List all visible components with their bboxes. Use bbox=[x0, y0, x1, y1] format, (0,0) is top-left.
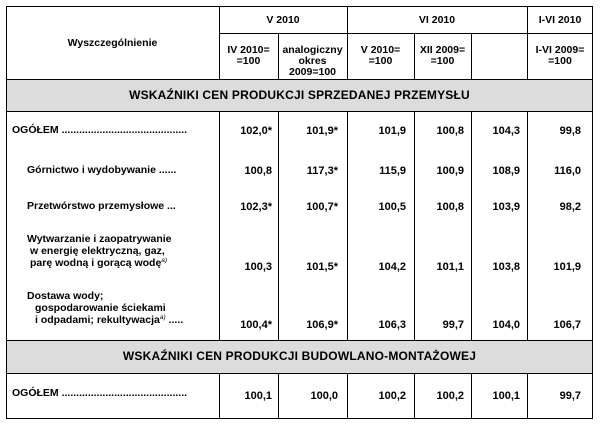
section1-top-rule bbox=[6, 111, 593, 112]
body-col-line bbox=[347, 111, 348, 340]
footnote-marker: a) bbox=[159, 314, 166, 321]
value-cell: 100,8 bbox=[244, 165, 272, 177]
body-col-line bbox=[527, 111, 528, 340]
value-cell: 106,3 bbox=[378, 319, 406, 331]
value-cell: 104,0 bbox=[492, 319, 520, 331]
header-divider bbox=[219, 33, 593, 34]
row-label: Przetwórstwo przemysłowe ... bbox=[27, 200, 176, 212]
subcol-header: XII 2009= =100 bbox=[419, 44, 466, 67]
value-cell: 101,1 bbox=[436, 261, 464, 273]
value-cell: 104,2 bbox=[378, 261, 406, 273]
subcol-header: I-VI 2009= =100 bbox=[535, 44, 585, 67]
footnote-marker: a) bbox=[161, 257, 168, 264]
value-cell: 99,8 bbox=[559, 125, 581, 137]
value-cell: 104,3 bbox=[492, 125, 520, 137]
row-label: OGÓŁEM ........................................... bbox=[12, 124, 188, 136]
section-title: WSKAŹNIKI CEN PRODUKCJI BUDOWLANO-MONTAŻOWEJ bbox=[122, 349, 477, 363]
row-label: OGÓŁEM ........................................... bbox=[12, 387, 188, 399]
stub-header: Wyszczególnienie bbox=[67, 37, 158, 49]
value-cell: 100,1 bbox=[492, 390, 520, 402]
header-col-line bbox=[471, 33, 472, 79]
subcol-header: analogiczny okres 2009=100 bbox=[282, 44, 343, 78]
value-cell: 101,9 bbox=[378, 125, 406, 137]
subcol-header: IV 2010= =100 bbox=[227, 44, 270, 67]
value-cell: 102,0* bbox=[240, 125, 272, 137]
value-cell: 100,3 bbox=[244, 261, 272, 273]
value-cell: 101,9* bbox=[306, 125, 338, 137]
section2-band-bottom-rule bbox=[6, 373, 593, 374]
row-label: Dostawa wody; gospodarowanie ściekami i odpadami; rekultywacja$^{a)}$ ..... bbox=[27, 290, 184, 326]
body-col-line bbox=[219, 111, 220, 340]
value-cell: 98,2 bbox=[559, 201, 581, 213]
value-cell: 100,0 bbox=[310, 390, 338, 402]
body-col-line bbox=[471, 111, 472, 340]
value-cell: 116,0 bbox=[554, 165, 581, 177]
value-cell: 115,9 bbox=[379, 165, 406, 177]
subcol-header: V 2010= =100 bbox=[360, 44, 401, 67]
value-cell: 103,9 bbox=[492, 201, 520, 213]
value-cell: 100,2 bbox=[378, 390, 406, 402]
value-cell: 100,1 bbox=[244, 390, 272, 402]
row-label: Wytwarzanie i zaopatrywanie w energię elektryczną, gaz, parę wodną i gorącą wodę$^{a)}$ bbox=[27, 233, 172, 269]
group-header-v2010: V 2010 bbox=[266, 14, 300, 26]
body-col-line bbox=[414, 111, 415, 340]
value-cell: 108,9 bbox=[492, 165, 520, 177]
value-cell: 106,9* bbox=[306, 319, 338, 331]
value-cell: 100,8 bbox=[436, 201, 464, 213]
value-cell: 100,8 bbox=[436, 125, 464, 137]
value-cell: 100,4* bbox=[240, 319, 272, 331]
value-cell: 100,9 bbox=[436, 165, 464, 177]
value-cell: 117,3* bbox=[306, 165, 338, 177]
header-bottom-rule bbox=[6, 79, 593, 80]
row-label: Górnictwo i wydobywanie ...... bbox=[27, 164, 177, 176]
body-col-line bbox=[278, 111, 279, 340]
value-cell: 101,5* bbox=[306, 261, 338, 273]
group-header-vi2010: VI 2010 bbox=[418, 14, 456, 26]
value-cell: 101,9 bbox=[553, 261, 581, 273]
value-cell: 99,7 bbox=[442, 319, 464, 331]
value-cell: 99,7 bbox=[559, 390, 581, 402]
value-cell: 100,7* bbox=[306, 201, 338, 213]
section2-band-top-rule bbox=[6, 340, 593, 341]
group-header-i-vi2010: I-VI 2010 bbox=[538, 14, 582, 26]
value-cell: 102,3* bbox=[240, 201, 272, 213]
section-title: WSKAŹNIKI CEN PRODUKCJI SPRZEDANEJ PRZEMYSŁU bbox=[129, 88, 470, 102]
value-cell: 106,7 bbox=[553, 319, 581, 331]
value-cell: 103,8 bbox=[492, 261, 520, 273]
value-cell: 100,5 bbox=[378, 201, 406, 213]
value-cell: 100,2 bbox=[436, 390, 464, 402]
